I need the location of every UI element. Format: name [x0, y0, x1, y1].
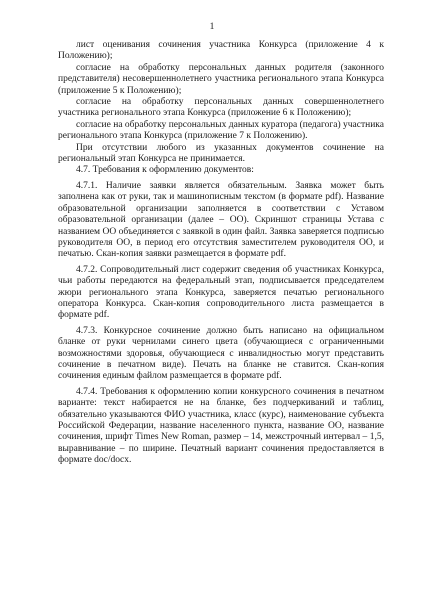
paragraph-4-7-4: 4.7.4. Требования к оформлению копии конкурсного сочинения в печатном варианте: текст набирается не на бланке, без подчеркиваний и таблиц, обязательно указываются ФИО участника, класс (курс), наименование субъекта Российской Федерации, название населенного пункта, название ОО, название сочинения, шрифт Times New Roman, размер – 14, межстрочный интервал – 1,5, выравнивание – по ширине. Печатный вариант сочинения предоставляется в формате doc/docx. — [58, 386, 384, 466]
paragraph-attachment-4: лист оценивания сочинения участника Конкурса (приложение 4 к Положению); — [58, 40, 384, 62]
paragraph-4-7-2: 4.7.2. Сопроводительный лист содержит сведения об участниках Конкурса, чьи работы передаются на федеральный этап, подписывается председателем жюри регионального этапа Конкурса, заверяется печатью регионального оператора Конкурса. Скан-копия сопроводительного листа размещается в формате pdf. — [58, 264, 384, 321]
paragraph-missing-documents: При отсутствии любого из указанных документов сочинение на региональный этап Конкурса не принимается. — [58, 142, 384, 165]
page-number: 1 — [209, 22, 215, 32]
document-body — [58, 40, 384, 467]
section-heading-4-7: 4.7. Требования к оформлению документов: — [76, 165, 254, 176]
paragraph-4-7-1: 4.7.1. Наличие заявки является обязательным. Заявка может быть заполнена как от руки, так и машинописным текстом (в формате pdf). Название образовательной организации заполняется в соответствии с Уставом образовательной организации (далее – ОО). Скриншот страницы Устава с названием ОО объединяется с заявкой в один файл. Заявка заверяется подписью руководителя ОО, в период его отсутствия заместителем руководителя ОО, и печатью. Скан-копия заявки размещается в формате pdf. — [58, 180, 384, 260]
paragraph-attachment-5: согласие на обработку персональных данных родителя (законного представителя) несовершеннолетнего участника регионального этапа Конкурса (приложение 5 к Положению); — [58, 62, 384, 96]
paragraph-attachment-6: согласие на обработку персональных данных совершеннолетнего участника регионального этапа Конкурса (приложение 6 к Положению); — [58, 97, 384, 119]
paragraph-4-7-3: 4.7.3. Конкурсное сочинение должно быть написано на официальном бланке от руки чернилами синего цвета (обучающиеся с ограниченными возможностями здоровья, обучающиеся с инвалидностью могут представить сочинение в печатном виде). Печать на бланке не ставится. Скан-копия сочинения единым файлом размещается в формате pdf. — [58, 325, 384, 382]
paragraph-attachment-7: согласие на обработку персональных данных куратора (педагога) участника регионального этапа Конкурса (приложение 7 к Положению). — [58, 119, 384, 142]
